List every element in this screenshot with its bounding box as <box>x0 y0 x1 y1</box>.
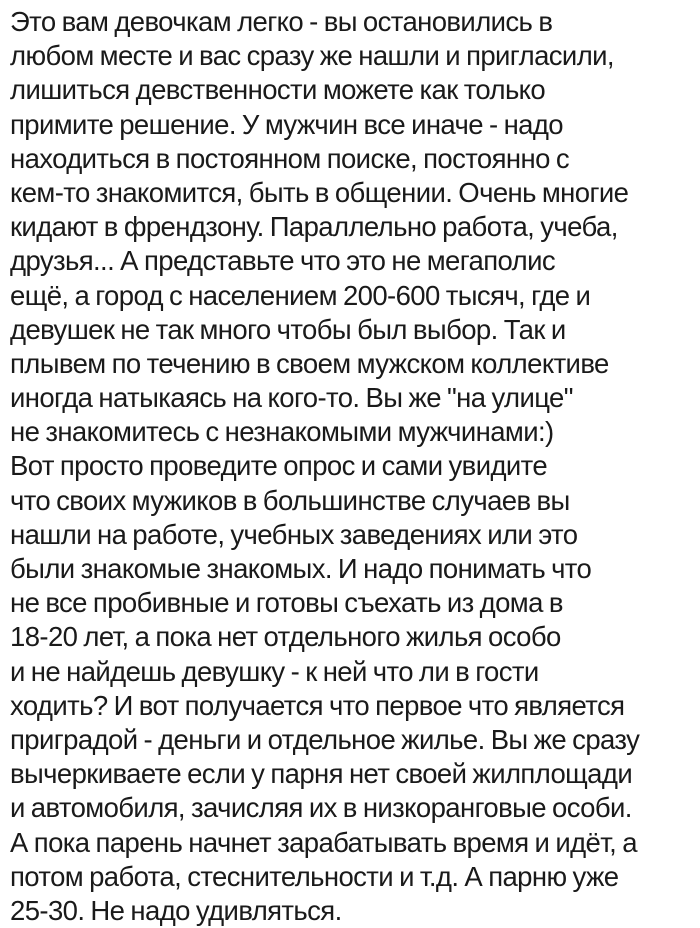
post-line: любом месте и вас сразу же нашли и пригласили, <box>10 40 614 72</box>
post-line: А пока парень начнет зарабатывать время и идёт, а <box>10 826 637 858</box>
post-line: друзья... А представьте что это не мегаполис <box>10 245 555 277</box>
post-line: были знакомые знакомых. И надо понимать что <box>10 553 592 584</box>
post-text <box>10 5 700 928</box>
post-line: девушек не так много чтобы был выбор. Так и <box>10 313 566 345</box>
post-line: и автомобиля, зачисляя их в низкоранговые особи. <box>10 792 632 824</box>
post-line: 18-20 лет, а пока нет отдельного жилья особо <box>10 621 561 653</box>
post-line: вычеркиваете если у парня нет своей жилплощади <box>10 758 633 790</box>
post-line: и не найдешь девушку - к ней что ли в гости <box>10 655 539 687</box>
post-line: находиться в постоянном поиске, постоянно с <box>10 142 569 174</box>
post-line: приградой - деньги и отдельное жилье. Вы же сразу <box>10 723 640 755</box>
post-line: плывем по течению в своем мужском коллективе <box>10 347 609 379</box>
post-line: Это вам девочкам легко - вы остановились в <box>10 6 553 37</box>
post-line: 25-30. Не надо удивляться. <box>10 894 342 926</box>
post-line: примите решение. У мужчин все иначе - надо <box>10 108 563 140</box>
post-line: иногда натыкаясь на кого-то. Вы же "на улице" <box>10 382 573 414</box>
post-line: что своих мужиков в большинстве случаев вы <box>10 484 570 516</box>
post-line: потом работа, стеснительности и т.д. А парню уже <box>10 860 619 892</box>
post-line: ходить? И вот получается что первое что является <box>10 689 625 721</box>
post-line: лишиться девственности можете как только <box>10 74 546 106</box>
post-line: не все пробивные и готовы съехать из дома в <box>10 587 563 619</box>
post-line: ещё, а город с населением 200-600 тысяч, где и <box>10 279 591 311</box>
post-line: не знакомитесь с незнакомыми мужчинами:) <box>10 416 554 448</box>
post-line: нашли на работе, учебных заведениях или это <box>10 518 578 550</box>
post-line: кидают в френдзону. Параллельно работа, учеба, <box>10 211 618 243</box>
post-line: Вот просто проведите опрос и сами увидите <box>10 450 548 482</box>
post-line: кем-то знакомится, быть в общении. Очень многие <box>10 176 629 208</box>
